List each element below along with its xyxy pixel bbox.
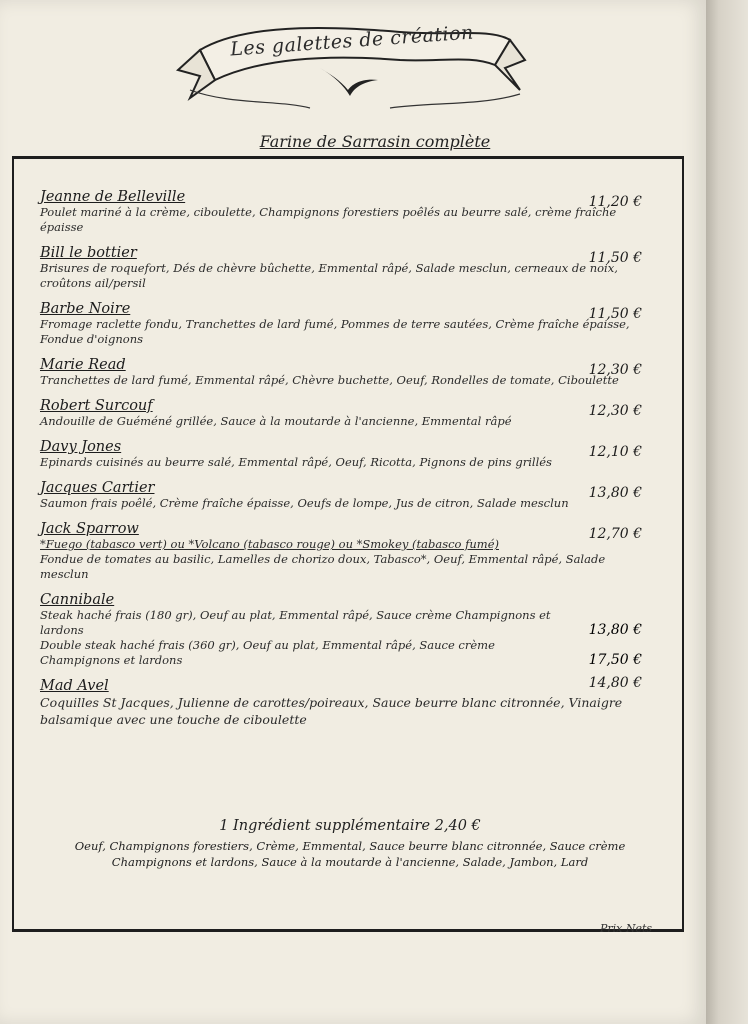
item-description: Epinards cuisinés au beurre salé, Emmental râpé, Oeuf, Ricotta, Pignons de pins grillés — [40, 455, 552, 469]
item-price: 12,30 € — [588, 403, 642, 419]
item-name: Barbe Noire — [40, 301, 131, 317]
menu-item — [40, 186, 660, 235]
item-variants: *Fuego (tabasco vert) ou *Volcano (tabasco rouge) ou *Smokey (tabasco fumé) — [40, 537, 499, 551]
item-name: Marie Read — [40, 357, 126, 373]
item-description: Steak haché frais (180 gr), Oeuf au plat, Emmental râpé, Sauce crème Champignons et lardons — [40, 608, 551, 637]
item-price: 11,50 € — [588, 306, 642, 322]
item-price: 12,30 € — [588, 362, 642, 378]
item-description: Fondue de tomates au basilic, Lamelles de chorizo doux, Tabasco*, Oeuf, Emmental râpé, Salade mesclun — [40, 552, 606, 581]
item-name: Jack Sparrow — [40, 521, 139, 537]
item-name: Cannibale — [40, 592, 115, 608]
menu-item — [40, 242, 660, 291]
item-name: Mad Avel — [40, 678, 109, 694]
item-price: 11,20 € — [588, 194, 642, 210]
item-description: Fromage raclette fondu, Tranchettes de lard fumé, Pommes de terre sautées, Crème fraîche épaisse, Fondue d'oignons — [40, 317, 630, 346]
item-option — [40, 608, 660, 638]
item-price: 11,50 € — [588, 250, 642, 266]
supplement-section — [40, 818, 660, 870]
item-name: Jacques Cartier — [40, 480, 155, 496]
item-name: Robert Surcouf — [40, 398, 153, 414]
item-price: 13,80 € — [588, 622, 642, 638]
page-subtitle: Farine de Sarrasin complète — [259, 132, 491, 151]
menu-item — [40, 518, 660, 582]
item-option — [40, 638, 660, 668]
menu-list — [40, 186, 660, 735]
menu-item — [40, 477, 660, 511]
menu-item-cannibale — [40, 589, 660, 668]
item-description: Andouille de Guéméné grillée, Sauce à la moutarde à l'ancienne, Emmental râpé — [40, 414, 512, 428]
item-description: Brisures de roquefort, Dés de chèvre bûchette, Emmental râpé, Salade mesclun, cerneaux de noix, croûtons ail/persil — [40, 261, 618, 290]
item-price: 12,10 € — [588, 444, 642, 460]
menu-item — [40, 395, 660, 429]
item-description: Coquilles St Jacques, Julienne de carottes/poireaux, Sauce beurre blanc citronnée, Vinaigre balsamique avec une touche de ciboulette — [40, 695, 623, 727]
menu-item — [40, 354, 660, 388]
menu-item — [40, 436, 660, 470]
prix-nets-label: Prix Nets — [600, 922, 653, 935]
item-description: Poulet mariné à la crème, ciboulette, Champignons forestiers poêlés au beurre salé, crème fraîche épaisse — [40, 205, 617, 234]
page-edge — [706, 0, 748, 1024]
item-name: Jeanne de Belleville — [40, 189, 186, 205]
item-name: Davy Jones — [40, 439, 122, 455]
supplement-title: 1 Ingrédient supplémentaire 2,40 € — [219, 818, 481, 834]
item-price: 13,80 € — [588, 485, 642, 501]
item-price: 12,70 € — [588, 526, 642, 542]
item-description: Saumon frais poêlé, Crème fraîche épaisse, Oeufs de lompe, Jus de citron, Salade mesclun — [40, 496, 569, 510]
supplement-description: Oeuf, Champignons forestiers, Crème, Emmental, Sauce beurre blanc citronnée, Sauce crème Champignons et lardons, Sauce à la moutarde à l'ancienne, Salade, Jambon, Lard — [74, 839, 626, 869]
item-price: 14,80 € — [588, 675, 642, 691]
bird-icon — [320, 68, 378, 96]
banner-title: Les galettes de création — [229, 21, 475, 61]
item-price: 17,50 € — [588, 652, 642, 668]
menu-item — [40, 675, 660, 728]
item-name: Bill le bottier — [40, 245, 137, 261]
menu-item — [40, 298, 660, 347]
item-description: Tranchettes de lard fumé, Emmental râpé, Chèvre buchette, Oeuf, Rondelles de tomate, Ciboulette — [40, 373, 619, 387]
item-description: Double steak haché frais (360 gr), Oeuf au plat, Emmental râpé, Sauce crème Champignons et lardons — [40, 638, 495, 667]
